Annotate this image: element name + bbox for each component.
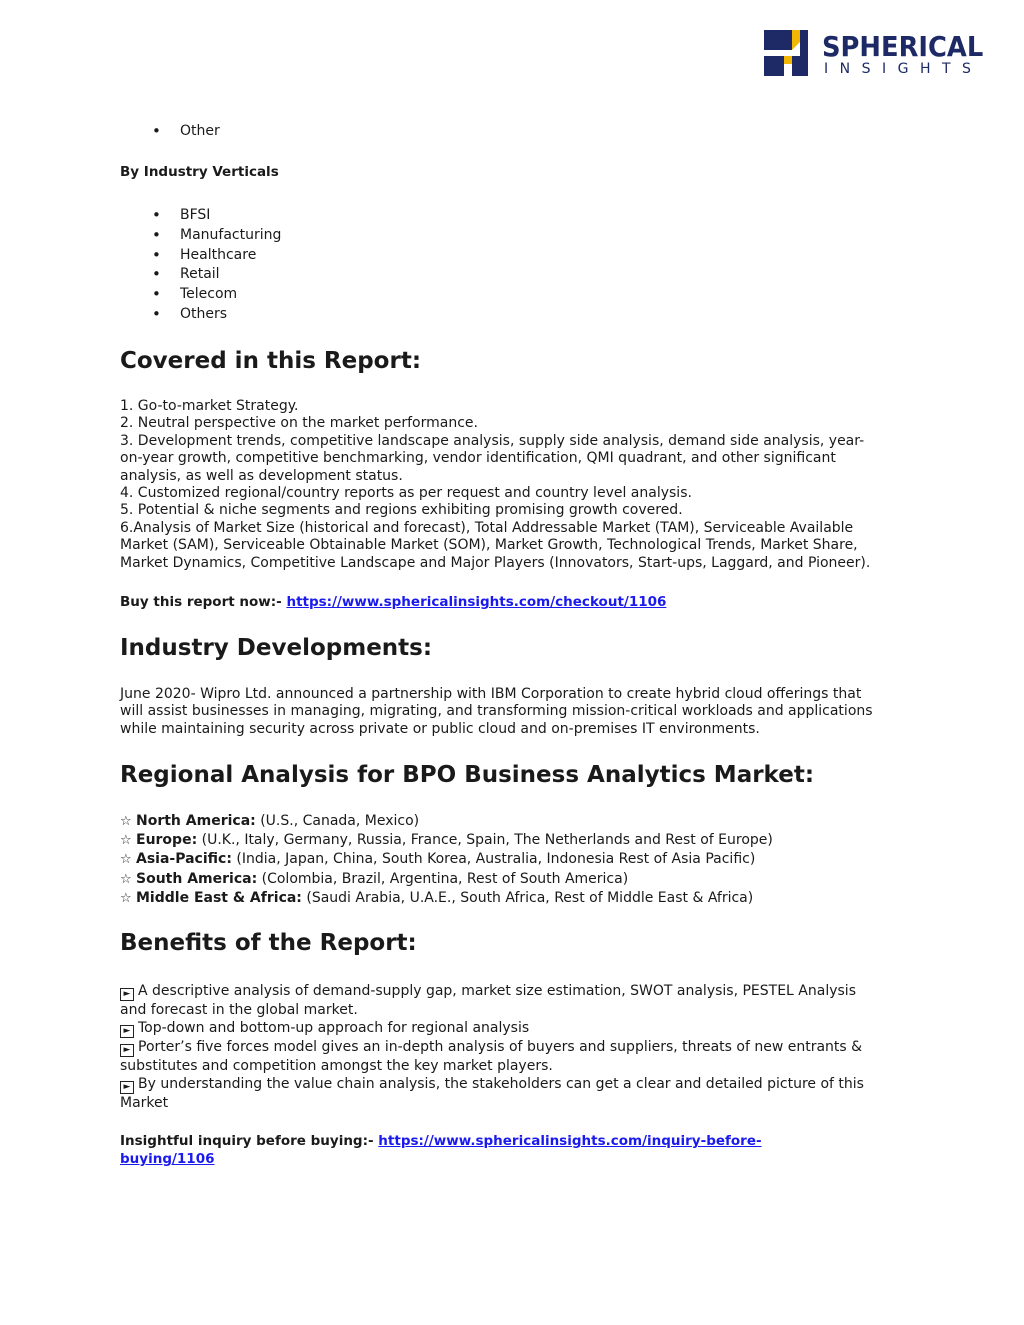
list-item: • Manufacturing [120,226,281,246]
covered-line: 1. Go-to-market Strategy. [120,398,299,414]
regional-heading: Regional Analysis for BPO Business Analytics Market: [120,762,815,788]
benefit-line: Market [120,1095,169,1111]
covered-line: 6.Analysis of Market Size (historical and forecast), Total Addressable Market (TAM), Serviceable Available [120,519,854,536]
list-item: • Telecom [120,285,281,305]
development-line: June 2020- Wipro Ltd. announced a partnership with IBM Corporation to create hybrid cloud offerings that [120,686,862,702]
region-item: ☆ North America: (U.S., Canada, Mexico) [120,812,910,831]
list-item: • Healthcare [120,246,281,266]
checkout-link[interactable]: https://www.sphericalinsights.com/checkout/1106 [286,594,667,610]
covered-line: on-year growth, competitive benchmarking, vendor identification, QMI quadrant, and other significant [120,450,836,467]
development-line: while maintaining security across private or public cloud and on-premises IT environments. [120,720,760,737]
inquiry-link-continued[interactable]: buying/1106 [120,1151,215,1167]
logo-word-insights: INSIGHTS [824,61,983,77]
arrow-box-icon: ► [120,1044,134,1057]
covered-line: Market (SAM), Serviceable Obtainable Market (SOM), Market Growth, Technological Trends, Market Share, [120,537,858,554]
developments-heading: Industry Developments: [120,635,433,661]
covered-line: 2. Neutral perspective on the market performance. [120,415,478,432]
development-line: will assist businesses in managing, migrating, and transforming mission-critical workloads and applications [120,703,873,720]
covered-list [120,398,910,572]
list-item: • Retail [120,265,281,285]
benefit-line: substitutes and competition amongst the key market players. [120,1058,553,1074]
benefit-line: ► A descriptive analysis of demand-supply gap, market size estimation, SWOT analysis, PESTEL Analysis [120,982,910,1001]
developments-text [120,686,910,738]
logo-word-spherical: SPHERICAL [822,30,984,63]
verticals-heading: By Industry Verticals [120,164,279,180]
region-item: ☆ South America: (Colombia, Brazil, Argentina, Rest of South America) [120,870,910,889]
star-icon: ☆ [120,852,132,868]
star-icon: ☆ [120,871,132,887]
benefit-line: ► Top-down and bottom-up approach for regional analysis [120,1019,910,1038]
region-item: ☆ Asia-Pacific: (India, Japan, China, South Korea, Australia, Indonesia Rest of Asia Pacific) [120,850,910,869]
region-item: ☆ Europe: (U.K., Italy, Germany, Russia, France, Spain, The Netherlands and Rest of Europe) [120,831,910,850]
covered-line: 5. Potential & niche segments and regions exhibiting promising growth covered. [120,502,683,519]
spherical-logo-mark-icon [764,30,812,76]
inquiry-block [120,1132,910,1168]
list-item: • Other [120,122,220,142]
list-item: • BFSI [120,206,281,226]
regional-list [120,812,910,908]
benefit-line: and forecast in the global market. [120,1002,358,1018]
star-icon: ☆ [120,833,132,849]
bullet-list-top [120,122,220,142]
buy-label: Buy this report now:- [120,594,287,610]
inquiry-label: Insightful inquiry before buying:- [120,1133,379,1149]
star-icon: ☆ [120,890,132,906]
benefit-line: ► By understanding the value chain analysis, the stakeholders can get a clear and detailed picture of this [120,1075,910,1094]
inquiry-link[interactable]: https://www.sphericalinsights.com/inquiry-before- [378,1133,762,1149]
arrow-box-icon: ► [120,1025,134,1038]
covered-line: 3. Development trends, competitive landscape analysis, supply side analysis, demand side analysis, year- [120,432,865,449]
arrow-box-icon: ► [120,1081,134,1094]
covered-line: analysis, as well as development status. [120,467,403,484]
region-item: ☆ Middle East & Africa: (Saudi Arabia, U.A.E., South Africa, Rest of Middle East & Africa) [120,889,910,908]
list-item: • Others [120,305,281,325]
covered-heading: Covered in this Report: [120,348,422,374]
benefit-line: ► Porter’s five forces model gives an in-depth analysis of buyers and suppliers, threats of new entrants & [120,1038,910,1057]
benefits-heading: Benefits of the Report: [120,930,417,956]
benefits-list [120,982,910,1112]
covered-line: 4. Customized regional/country reports as per request and country level analysis. [120,485,692,502]
star-icon: ☆ [120,814,132,829]
verticals-list [120,206,281,325]
covered-line: Market Dynamics, Competitive Landscape and Major Players (Innovators, Start-ups, Laggard, and Pioneer). [120,554,871,571]
arrow-box-icon: ► [120,988,134,1001]
spherical-insights-logo [764,30,984,78]
buy-line [120,594,666,612]
